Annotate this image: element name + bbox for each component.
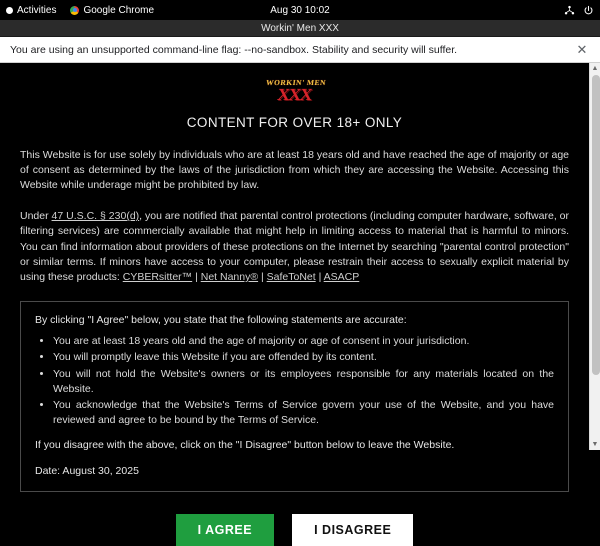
action-button-row (20, 514, 569, 546)
paragraph-parental-controls (20, 209, 569, 285)
system-top-bar (0, 0, 600, 20)
sep-2: | (258, 271, 267, 284)
agreement-footer: If you disagree with the above, click on the "I Disagree" button below to leave the Website. (35, 438, 455, 451)
top-bar-left-group (6, 5, 154, 16)
power-icon (583, 5, 594, 16)
close-icon[interactable]: ✕ (576, 41, 588, 57)
disagree-button[interactable]: I DISAGREE (292, 514, 413, 546)
app-menu-chrome[interactable] (70, 5, 154, 16)
statute-link[interactable]: 47 U.S.C. § 230(d) (51, 210, 140, 223)
scrollbar-thumb[interactable] (592, 75, 600, 375)
system-status-area[interactable] (564, 5, 594, 16)
chevron-down-icon[interactable]: ▼ (591, 441, 599, 448)
logo-top-text: WORKIN' MEN (265, 78, 327, 87)
filter-link-cybersitter[interactable]: CYBERsitter™ (122, 271, 193, 284)
filter-link-safetonet[interactable]: SafeToNet (266, 271, 316, 284)
sep-1: | (192, 271, 201, 284)
chrome-infobar (0, 37, 600, 63)
filter-link-asacp[interactable]: ASACP (323, 271, 360, 284)
sep-3: | (315, 271, 324, 284)
page-title: CONTENT FOR OVER 18+ ONLY (186, 114, 403, 130)
network-icon (564, 5, 575, 16)
agreement-date: Date: August 30, 2025 (35, 464, 139, 477)
logo-main-text: XXX (275, 84, 313, 104)
list-item: • You will not hold the Website's owners or its employees responsible for any materials located on the Website. (53, 367, 554, 397)
statute-pre-text: Under (20, 210, 52, 223)
list-item: • You acknowledge that the Website's Terms of Service govern your use of the Website, and you have reviewed and agree to be bound by the Terms of Service. (53, 398, 554, 428)
list-item: • You will promptly leave this Website if you are offended by its content. (53, 350, 554, 365)
app-menu-label: Google Chrome (83, 4, 155, 16)
activities-dot-icon (6, 7, 13, 14)
site-logo (20, 79, 569, 105)
logo-badge (263, 79, 326, 103)
browser-viewport (0, 63, 600, 537)
list-item: • You are at least 18 years old and the age of majority or age of consent in your jurisdiction. (53, 334, 554, 349)
agreement-bullet-list (35, 334, 554, 428)
age-verification-page (0, 63, 589, 537)
activities-button[interactable] (6, 5, 56, 16)
agree-button[interactable]: I AGREE (176, 514, 274, 546)
agreement-box (20, 301, 569, 491)
page-scrollbar[interactable] (589, 63, 600, 450)
infobar-message: You are using an unsupported command-line flag: --no-sandbox. Stability and security will suffer. (10, 43, 458, 56)
filter-link-netnanny[interactable]: Net Nanny® (200, 271, 259, 284)
activities-label: Activities (17, 4, 57, 16)
chevron-up-icon[interactable]: ▲ (591, 65, 599, 72)
paragraph-age-requirement: This Website is for use solely by individuals who are at least 18 years old and have reached the age of majority or age of consent as determined by the laws of the jurisdiction from which they are accessing the Website. Accessing this Website while underage might be prohibited by law. (20, 148, 569, 191)
agreement-lead: By clicking "I Agree" below, you state that the following statements are accurate: (35, 314, 407, 327)
window-title: Workin' Men XXX (261, 22, 339, 34)
clock[interactable]: Aug 30 10:02 (270, 4, 330, 16)
window-title-bar (0, 20, 600, 37)
chrome-icon (70, 6, 79, 15)
statute-post-text: , you are notified that parental control protections (including computer hardware, software, or filtering services) are commercially available that might help in limiting access to material that is harmful to minors. You can find information about providers of these protections on the Internet by searching "parental control protection" or similar terms. If minors have access to your computer, please restrain their access to sexually explicit material by using these products: (20, 210, 570, 284)
